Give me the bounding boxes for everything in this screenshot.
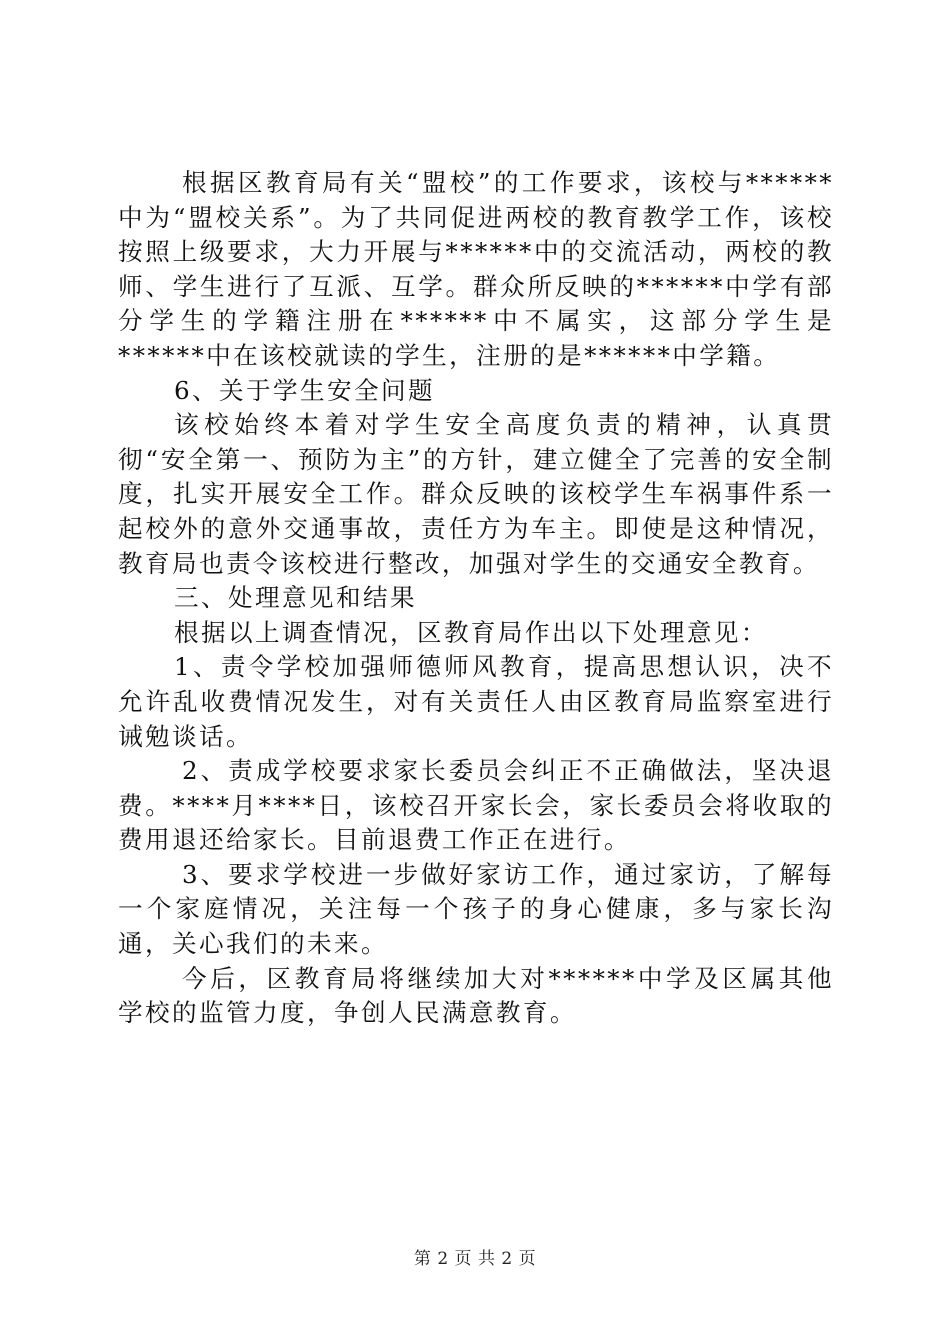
paragraph-conclusion: 今后，区教育局将继续加大对******中学及区属其他学校的监管力度，争创人民满意教育。: [118, 963, 834, 1028]
paragraph-safety-work: 该校始终本着对学生安全高度负责的精神，认真贯彻“安全第一、预防为主”的方针，建立健全了完善的安全制度，扎实开展安全工作。群众反映的该校学生车祸事件系一起校外的意外交通事故，责任方为车主。即使是这种情况，教育局也责令该校进行整改，加强对学生的交通安全教育。: [118, 410, 834, 578]
list-item-2: 2、责成学校要求家长委员会纠正不正确做法，坚决退费。****月****日，该校召开家长会，家长委员会将收取的费用退还给家长。目前退费工作正在进行。: [118, 756, 834, 855]
document-body: [118, 166, 834, 1031]
paragraph-alliance-school: 根据区教育局有关“盟校”的工作要求，该校与******中为“盟校关系”。为了共同促进两校的教育教学工作，该校按照上级要求，大力开展与******中的交流活动，两校的教师、学生进行了互派、互学。群众所反映的******中学有部分学生的学籍注册在******中不属实，这部分学生是******中在该校就读的学生，注册的是******中学籍。: [118, 168, 834, 370]
heading-handling-results: 三、处理意见和结果: [174, 583, 417, 613]
page-footer: 第 2 页 共 2 页: [413, 1249, 537, 1269]
list-item-3: 3、要求学校进一步做好家访工作，通过家访，了解每一个家庭情况，关注每一个孩子的身心健康，多与家长沟通，关心我们的未来。: [118, 859, 834, 959]
paragraph-handling-intro: 根据以上调查情况，区教育局作出以下处理意见：: [174, 617, 768, 647]
list-item-1: 1、责令学校加强师德师风教育，提高思想认识，决不允许乱收费情况发生，对有关责任人由区教育局监察室进行诫勉谈话。: [118, 652, 834, 751]
heading-student-safety: 6、关于学生安全问题: [174, 375, 435, 405]
